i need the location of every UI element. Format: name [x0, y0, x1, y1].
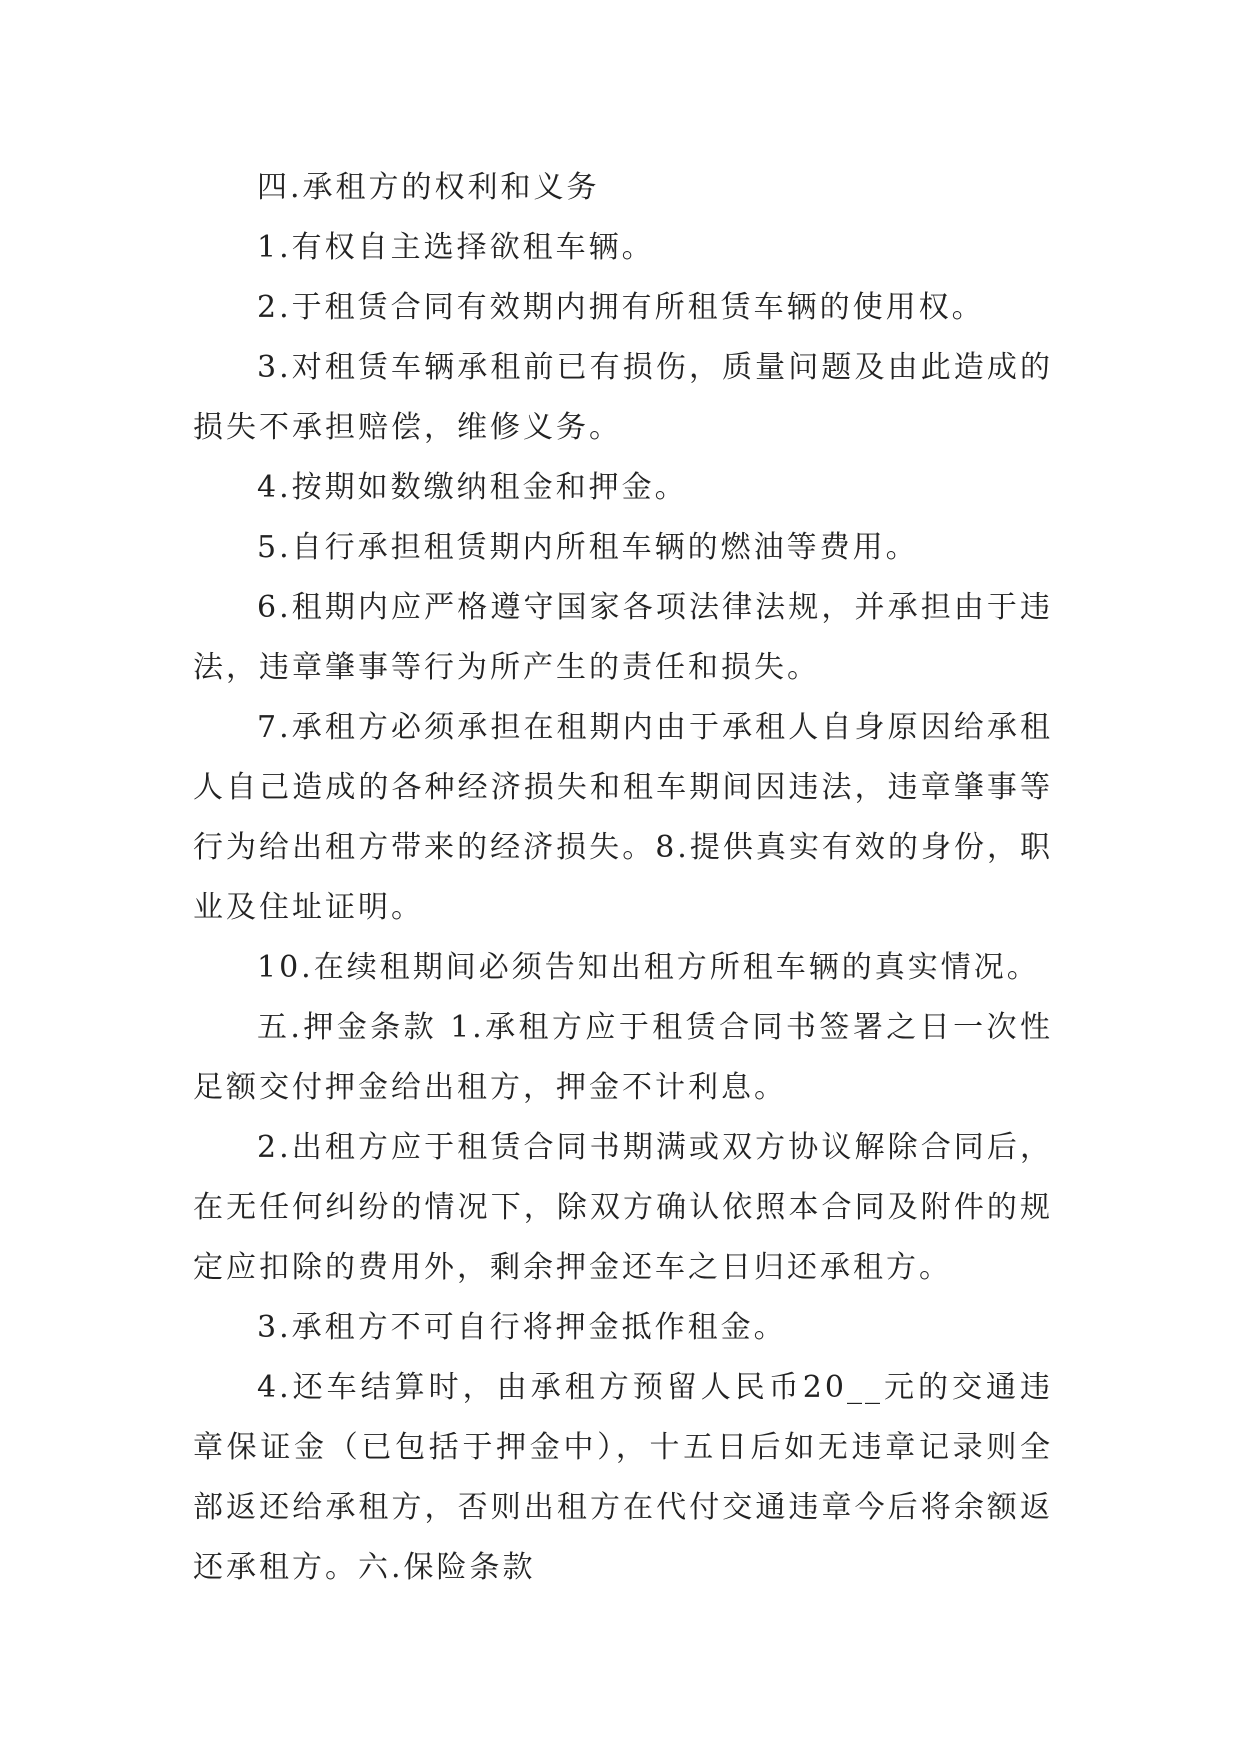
clause-paragraph: 3.承租方不可自行将押金抵作租金。 [257, 1310, 787, 1345]
clause-paragraph: 2.出租方应于租赁合同书期满或双方协议解除合同后，在无任何纠纷的情况下，除双方确认依照本合同及附件的规定应扣除的费用外，剩余押金还车之日归还承租方。 [193, 1130, 1053, 1285]
clause-paragraph: 7.承租方必须承担在租期内由于承租人自身原因给承租人自己造成的各种经济损失和租车期间因违法，违章肇事等行为给出租方带来的经济损失。8.提供真实有效的身份，职业及住址证明。 [193, 710, 1053, 925]
clause-paragraph: 1.有权自主选择欲租车辆。 [257, 230, 655, 265]
clause-paragraph: 6.租期内应严格遵守国家各项法律法规，并承担由于违法，违章肇事等行为所产生的责任和损失。 [193, 590, 1053, 685]
clause-paragraph: 4.还车结算时，由承租方预留人民币20__元的交通违章保证金（已包括于押金中），十五日后如无违章记录则全部返还给承租方，否则出租方在代付交通违章今后将余额返还承租方。六.保险条款 [193, 1370, 1053, 1585]
clause-paragraph: 5.自行承担租赁期内所租车辆的燃油等费用。 [257, 530, 919, 565]
clause-paragraph: 10.在续租期间必须告知出租方所租车辆的真实情况。 [257, 950, 1040, 985]
section-heading-tenant-rights: 四.承租方的权利和义务 [257, 170, 600, 205]
clause-paragraph: 4.按期如数缴纳租金和押金。 [257, 470, 688, 505]
clause-paragraph: 2.于租赁合同有效期内拥有所租赁车辆的使用权。 [257, 290, 985, 325]
section-heading-deposit: 五.押金条款 1.承租方应于租赁合同书签署之日一次性足额交付押金给出租方，押金不计利息。 [193, 1010, 1053, 1105]
document-body [193, 158, 1053, 1598]
clause-paragraph: 3.对租赁车辆承租前已有损伤，质量问题及由此造成的损失不承担赔偿，维修义务。 [193, 350, 1053, 445]
